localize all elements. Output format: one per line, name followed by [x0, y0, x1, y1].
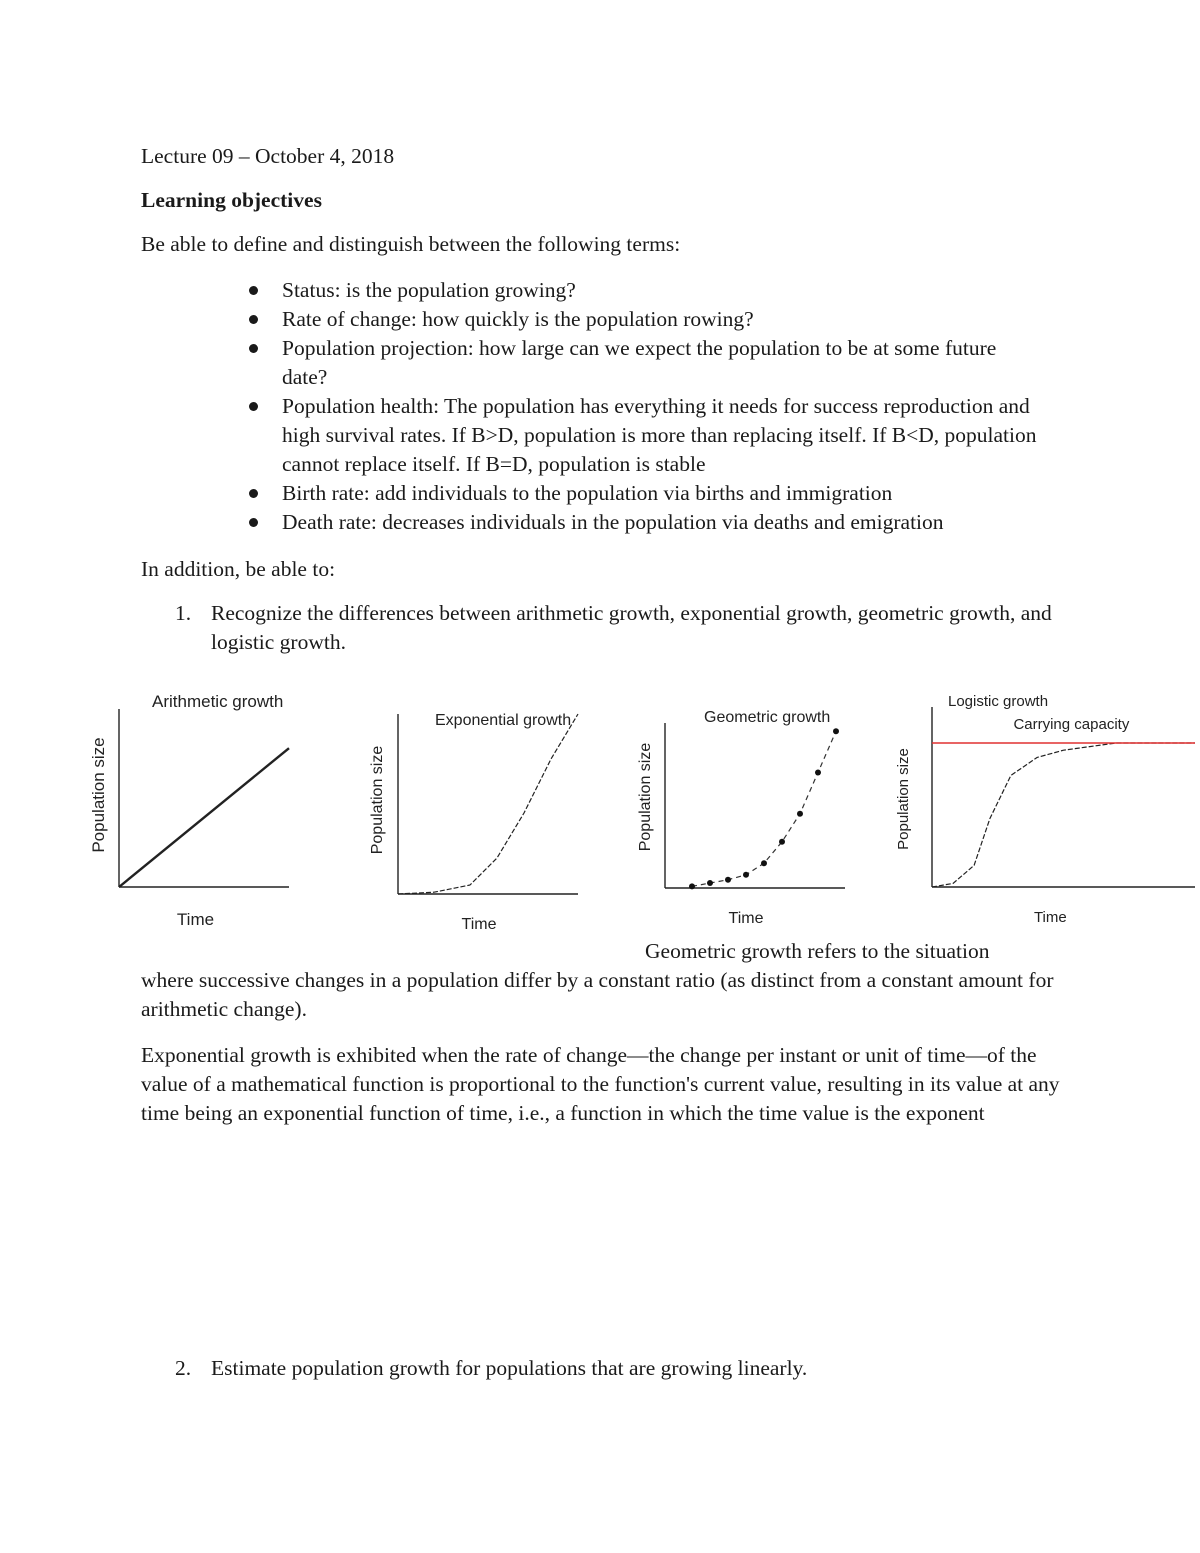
bullet-icon	[249, 315, 258, 324]
exponential-paragraph: Exponential growth is exhibited when the rate of change—the change per instant or unit of time—of the value of a mathematical function is proportional to the function's current value, resulting in its value at any time being an exponential function of time, i.e., a function in which the time value is the exponent	[141, 1043, 1060, 1125]
data-point	[725, 877, 731, 883]
list-item-text: Status: is the population growing?	[282, 278, 576, 302]
y-axis-label: Population size	[637, 742, 654, 852]
x-axis-label: Time	[728, 910, 764, 927]
list-item-text: Death rate: decreases individuals in the population via deaths and emigration	[282, 510, 944, 534]
bullet-icon	[249, 402, 258, 411]
list-item-text: Recognize the differences between arithmetic growth, exponential growth, geometric growth, and logistic growth.	[211, 601, 1052, 654]
list-item-text: Birth rate: add individuals to the population via births and immigration	[282, 481, 893, 505]
x-axis-label: Time	[461, 916, 497, 933]
list-number: 1.	[175, 601, 192, 625]
y-axis-label: Population size	[895, 748, 912, 850]
terms-list	[243, 276, 1043, 537]
bullet-icon	[249, 344, 258, 353]
data-point	[707, 880, 713, 886]
x-axis-label: Time	[176, 910, 215, 929]
y-axis-label: Population size	[369, 745, 386, 855]
objectives-list-continued	[175, 1354, 1055, 1383]
y-axis-label: Population size	[89, 737, 108, 853]
chart-title: Logistic growth	[948, 693, 1049, 710]
objectives-list	[175, 599, 1055, 657]
list-item	[243, 334, 1043, 392]
data-point	[815, 770, 821, 776]
list-item-text: Rate of change: how quickly is the population rowing?	[282, 307, 754, 331]
data-point	[797, 811, 803, 817]
geometric-caption-line1: Geometric growth refers to the situation	[645, 939, 990, 963]
data-point	[743, 872, 749, 878]
lecture-title: Lecture 09 – October 4, 2018	[141, 144, 395, 168]
list-item	[243, 276, 1043, 305]
list-item-text: Population health: The population has everything it needs for success reproduction and high survival rates. If B>D, population is more than replacing itself. If B<D, population cannot replace itself. If B=D, population is stable	[282, 394, 1037, 476]
data-point	[689, 883, 695, 889]
list-item	[243, 508, 1043, 537]
series-line	[119, 748, 289, 887]
chart-title: Arithmetic growth	[152, 692, 284, 711]
list-item	[175, 1354, 1055, 1383]
data-point	[779, 839, 785, 845]
list-item-text: Population projection: how large can we expect the population to be at some future date?	[282, 336, 997, 389]
series-line	[398, 714, 578, 894]
section-heading: Learning objectives	[141, 188, 322, 212]
bullet-icon	[249, 286, 258, 295]
list-item	[243, 392, 1043, 479]
carrying-capacity-label: Carrying capacity	[1013, 716, 1130, 733]
chart-title: Exponential growth	[435, 712, 572, 729]
data-point	[833, 728, 839, 734]
bullet-icon	[249, 518, 258, 527]
list-number: 2.	[175, 1356, 192, 1380]
addition-text: In addition, be able to:	[141, 557, 336, 581]
chart-title: Geometric growth	[704, 709, 831, 726]
list-item	[243, 479, 1043, 508]
geometric-caption-rest: where successive changes in a population differ by a constant ratio (as distinct from a constant amount for arithmetic change).	[141, 968, 1054, 1021]
bullet-icon	[249, 489, 258, 498]
growth-charts	[80, 685, 1200, 935]
list-item	[243, 305, 1043, 334]
intro-text: Be able to define and distinguish between the following terms:	[141, 232, 681, 256]
list-item-text: Estimate population growth for populations that are growing linearly.	[211, 1356, 808, 1380]
data-point	[761, 860, 767, 866]
list-item	[175, 599, 1055, 657]
series-line	[932, 743, 1195, 887]
x-axis-label: Time	[1033, 909, 1067, 926]
